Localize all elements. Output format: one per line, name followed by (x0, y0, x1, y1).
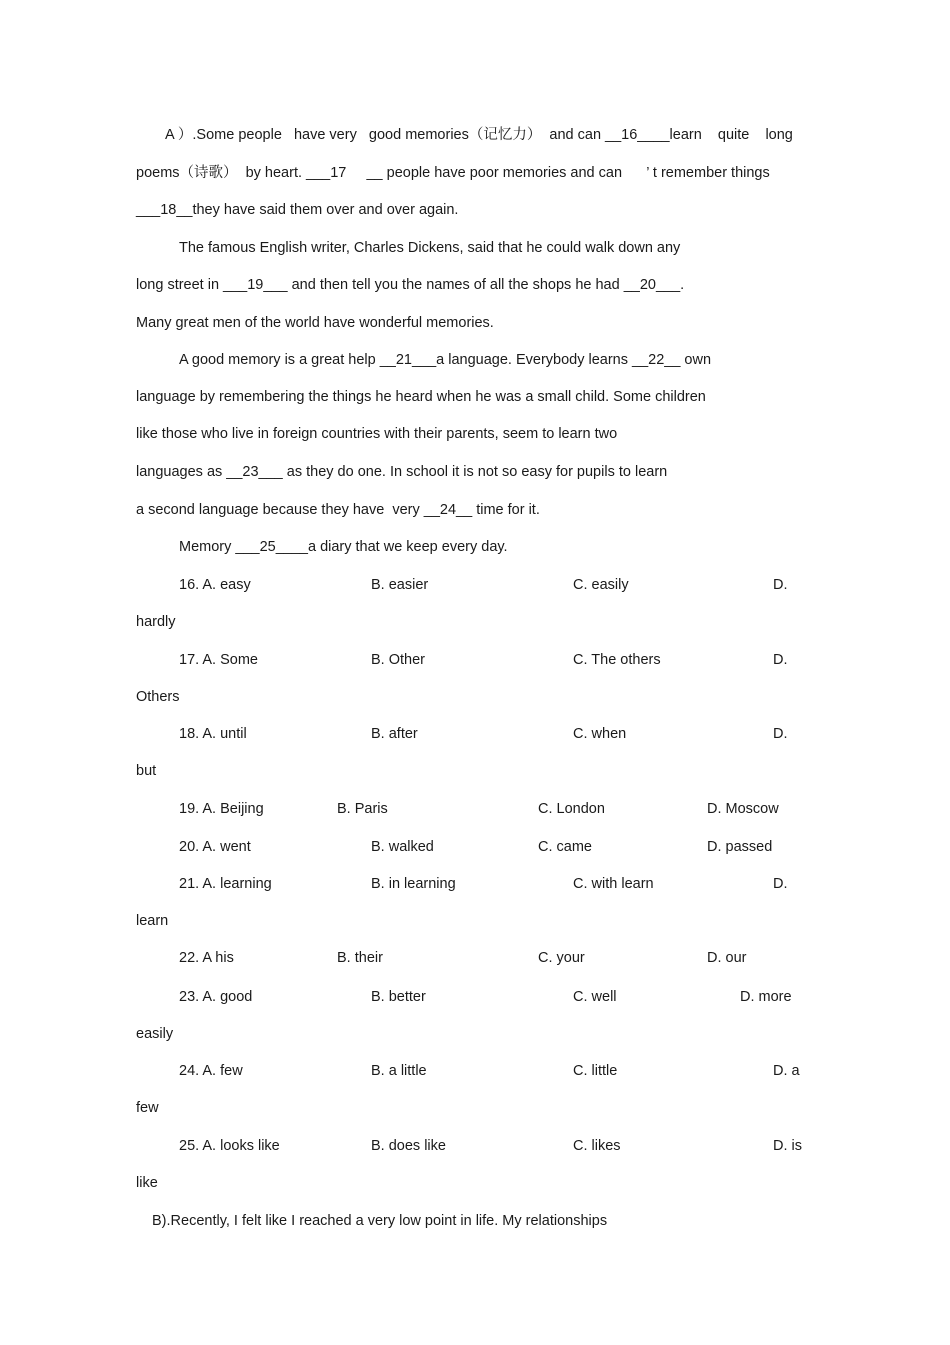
question-16-option-a: 16. A. easy (179, 577, 251, 593)
question-17-option-b: B. Other (371, 652, 425, 668)
question-25-option-c: C. likes (573, 1138, 621, 1154)
passage-a-line-12: Memory ___25____a diary that we keep every day. (179, 539, 508, 555)
question-18-option-c: C. when (573, 726, 627, 742)
question-25-option-d: D. is (773, 1138, 802, 1154)
question-19-option-c: C. London (538, 801, 605, 817)
question-20-option-a: 20. A. went (179, 839, 251, 855)
question-16-option-d-wrap: hardly (136, 614, 176, 630)
question-20-option-b: B. walked (371, 839, 434, 855)
question-23-option-a: 23. A. good (179, 989, 253, 1005)
question-18-option-d: D. (773, 726, 788, 742)
question-19-option-a: 19. A. Beijing (179, 801, 264, 817)
question-23-option-d-wrap: easily (136, 1026, 174, 1042)
question-24-option-d-wrap: few (136, 1100, 159, 1116)
passage-a-line-9: like those who live in foreign countries with their parents, seem to learn two (136, 426, 618, 442)
question-21-option-a: 21. A. learning (179, 876, 272, 892)
question-22-option-b: B. their (337, 950, 383, 966)
passage-a-line-3: ___18__they have said them over and over again. (136, 202, 459, 218)
question-17-option-a: 17. A. Some (179, 652, 258, 668)
question-17-option-d-wrap: Others (136, 689, 180, 705)
question-22-option-d: D. our (707, 950, 747, 966)
question-22-option-a: 22. A his (179, 950, 234, 966)
question-21-option-b: B. in learning (371, 876, 456, 892)
question-16-option-b: B. easier (371, 577, 429, 593)
question-24-option-b: B. a little (371, 1063, 427, 1079)
question-25-option-d-wrap: like (136, 1175, 158, 1191)
question-24-option-d: D. a (773, 1063, 800, 1079)
question-19-option-b: B. Paris (337, 801, 388, 817)
passage-a-line-5: long street in ___19___ and then tell you the names of all the shops he had __20___. (136, 277, 685, 293)
passage-a-line-1: A ）.Some people have very good memories（记忆力） and can __16____learn quite long (165, 127, 793, 143)
question-18-option-b: B. after (371, 726, 418, 742)
passage-a-line-8: language by remembering the things he heard when he was a small child. Some children (136, 389, 706, 405)
question-18-option-a: 18. A. until (179, 726, 247, 742)
passage-a-line-6: Many great men of the world have wonderful memories. (136, 315, 494, 331)
question-17-option-c: C. The others (573, 652, 661, 668)
question-20-option-c: C. came (538, 839, 592, 855)
question-25-option-b: B. does like (371, 1138, 446, 1154)
question-17-option-d: D. (773, 652, 788, 668)
question-25-option-a: 25. A. looks like (179, 1138, 280, 1154)
passage-a-line-2: poems（诗歌） by heart. ___17 __ people have poor memories and can ’ t remember things (136, 165, 770, 181)
question-23-option-b: B. better (371, 989, 426, 1005)
question-24-option-a: 24. A. few (179, 1063, 243, 1079)
question-16-option-c: C. easily (573, 577, 629, 593)
question-20-option-d: D. passed (707, 839, 773, 855)
passage-a-line-11: a second language because they have very __24__ time for it. (136, 502, 540, 518)
passage-b-line-1: B).Recently, I felt like I reached a very low point in life. My relationships (152, 1213, 608, 1229)
question-24-option-c: C. little (573, 1063, 618, 1079)
passage-a-line-7: A good memory is a great help __21___a language. Everybody learns __22__ own (179, 352, 712, 368)
question-23-option-d: D. more (740, 989, 792, 1005)
question-16-option-d: D. (773, 577, 788, 593)
question-18-option-d-wrap: but (136, 763, 157, 779)
passage-a-line-4: The famous English writer, Charles Dickens, said that he could walk down any (179, 240, 681, 256)
question-21-option-d: D. (773, 876, 788, 892)
question-22-option-c: C. your (538, 950, 585, 966)
passage-a-line-10: languages as __23___ as they do one. In school it is not so easy for pupils to learn (136, 464, 668, 480)
question-21-option-d-wrap: learn (136, 913, 169, 929)
question-21-option-c: C. with learn (573, 876, 654, 892)
question-19-option-d: D. Moscow (707, 801, 779, 817)
question-23-option-c: C. well (573, 989, 617, 1005)
